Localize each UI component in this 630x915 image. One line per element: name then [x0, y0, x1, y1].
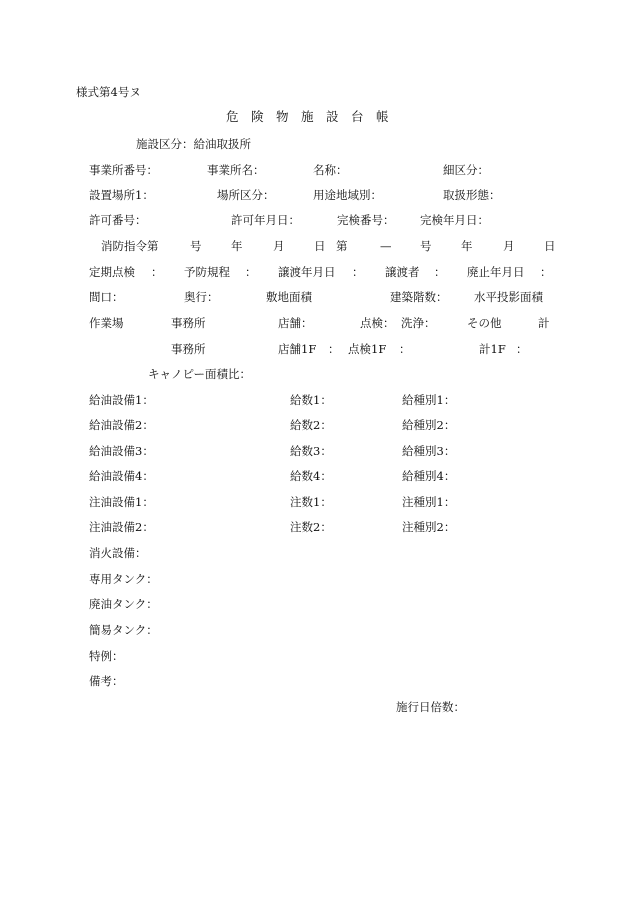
page-title: 危 険 物 施 設 台 帳: [226, 109, 389, 124]
fuel-count-3-label: 給数3：: [290, 444, 332, 458]
simple-tank-label: 簡易タンク：: [89, 623, 158, 637]
issue-year-unit: 年: [461, 239, 473, 253]
fuel-count-2-label: 給数2：: [290, 418, 332, 432]
oil-equipment-1-label: 注油設備1：: [89, 495, 154, 509]
store-label: 店舗：: [278, 316, 313, 330]
permit-date-label: 許可年月日：: [231, 213, 300, 227]
handling-type-label: 取扱形態：: [443, 188, 501, 202]
dedicated-tank-label: 専用タンク：: [89, 572, 158, 586]
facility-category: 施設区分：給油取扱所: [136, 137, 251, 151]
order-number-unit: 号: [190, 239, 202, 253]
issue-day-unit: 日: [544, 239, 556, 253]
facility-name-label: 名称：: [313, 163, 348, 177]
fuel-type-1-label: 給種別1：: [402, 393, 456, 407]
waste-oil-tank-label: 廃油タンク：: [89, 597, 158, 611]
total-1f-colon: ：: [516, 342, 528, 356]
inspection-area-label: 点検：: [360, 316, 395, 330]
canopy-ratio-label: キャノピー面積比：: [148, 367, 252, 381]
order-year-unit: 年: [231, 239, 243, 253]
fuel-type-3-label: 給種別3：: [402, 444, 456, 458]
office-label: 事務所: [171, 316, 206, 330]
permit-number-label: 許可番号：: [89, 213, 147, 227]
abolition-date-label: 廃止年月日: [467, 265, 525, 279]
store-1f-colon: ：: [328, 342, 340, 356]
fuel-equipment-1-label: 給油設備1：: [89, 393, 154, 407]
install-location-label: 設置場所1：: [89, 188, 154, 202]
fuel-type-2-label: 給種別2：: [402, 418, 456, 432]
oil-count-2-label: 注数2：: [290, 520, 332, 534]
order-month-unit: 月: [273, 239, 285, 253]
inspection-1f-colon: ：: [399, 342, 411, 356]
store-1f-label: 店舗1F: [278, 342, 317, 356]
total-1f-label: 計1F: [479, 342, 506, 356]
oil-equipment-2-label: 注油設備2：: [89, 520, 154, 534]
oil-type-1-label: 注種別1：: [402, 495, 456, 509]
floors-label: 建築階数：: [390, 290, 448, 304]
inspection-date-label: 完検年月日：: [420, 213, 489, 227]
location-category-label: 場所区分：: [217, 188, 275, 202]
office-name-label: 事業所名：: [207, 163, 265, 177]
frontage-label: 間口：: [89, 290, 124, 304]
order-day-unit: 日: [314, 239, 326, 253]
fuel-count-4-label: 給数4：: [290, 469, 332, 483]
periodic-inspection-label: 定期点検: [89, 265, 135, 279]
form-number: 様式第4号ヌ: [76, 85, 141, 99]
transfer-date-colon: ：: [352, 265, 364, 279]
inspection-1f-label: 点検1F: [348, 342, 387, 356]
depth-label: 奥行：: [184, 290, 219, 304]
total-label: 計: [538, 316, 550, 330]
ordinal-prefix: 第: [336, 239, 348, 253]
zoning-label: 用途地域別：: [313, 188, 382, 202]
fuel-equipment-4-label: 給油設備4：: [89, 469, 154, 483]
office-1f-label: 事務所: [171, 342, 206, 356]
fire-equipment-label: 消火設備：: [89, 546, 147, 560]
projected-area-label: 水平投影面積: [474, 290, 543, 304]
other-label: その他: [467, 316, 502, 330]
washing-label: 洗浄：: [401, 316, 436, 330]
inspection-number-label: 完検番号：: [337, 213, 395, 227]
transferor-label: 譲渡者: [385, 265, 420, 279]
fuel-equipment-2-label: 給油設備2：: [89, 418, 154, 432]
oil-count-1-label: 注数1：: [290, 495, 332, 509]
special-case-label: 特例：: [89, 649, 124, 663]
site-area-label: 敷地面積: [266, 290, 312, 304]
subcategory-label: 細区分：: [443, 163, 489, 177]
fuel-count-1-label: 給数1：: [290, 393, 332, 407]
fuel-equipment-3-label: 給油設備3：: [89, 444, 154, 458]
fire-order-label: 消防指令第: [101, 239, 159, 253]
transfer-date-label: 譲渡年月日: [278, 265, 336, 279]
prevention-rules-label: 予防規程: [184, 265, 230, 279]
workshop-label: 作業場: [89, 316, 124, 330]
periodic-inspection-colon: ：: [151, 265, 163, 279]
enforcement-days-label: 施行日倍数：: [396, 700, 465, 714]
issue-month-unit: 月: [503, 239, 515, 253]
issue-number-unit: 号: [420, 239, 432, 253]
fuel-type-4-label: 給種別4：: [402, 469, 456, 483]
abolition-date-colon: ：: [540, 265, 552, 279]
transferor-colon: ：: [434, 265, 446, 279]
dash-separator: —: [380, 239, 392, 253]
remarks-label: 備考：: [89, 674, 124, 688]
oil-type-2-label: 注種別2：: [402, 520, 456, 534]
office-number-label: 事業所番号：: [89, 163, 158, 177]
prevention-rules-colon: ：: [245, 265, 257, 279]
